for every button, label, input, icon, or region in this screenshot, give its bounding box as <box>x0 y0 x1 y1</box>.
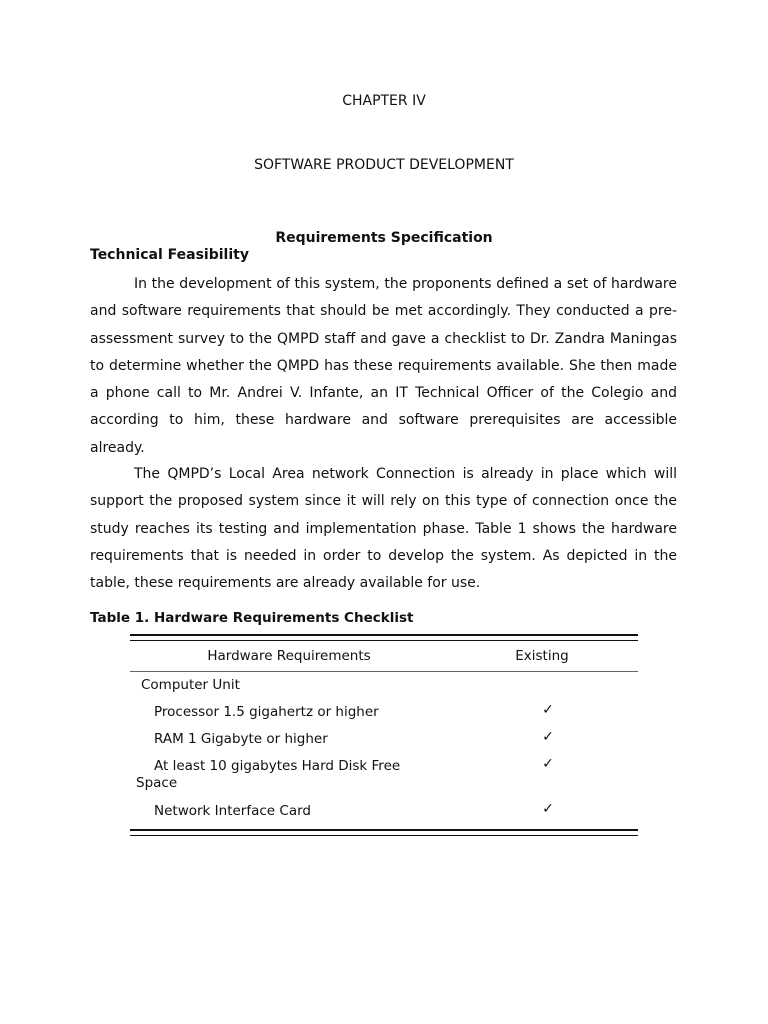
table-header-row <box>130 641 638 671</box>
check-icon: ✓ <box>542 756 554 772</box>
table-row <box>130 699 638 726</box>
requirement-label: Processor 1.5 gigahertz or higher <box>154 704 379 720</box>
column-header: Hardware Requirements <box>207 648 371 664</box>
table-group-row <box>130 672 638 699</box>
group-label: Computer Unit <box>141 677 240 693</box>
check-icon: ✓ <box>542 729 554 745</box>
subsection-title: Technical Feasibility <box>90 247 249 263</box>
requirement-label: At least 10 gigabytes Hard Disk Free Space <box>136 758 401 791</box>
table-row <box>130 753 638 798</box>
section-title: Requirements Specification <box>275 230 493 246</box>
paragraph: The QMPD’s Local Area network Connection is already in place which will support the proposed system since it will rely on this type of connection once the study reaches its testing and implementation phase. Table 1 shows the hardware requirements that is needed in order to develop the system. As depicted in the table, these requirements are already available for use. <box>90 466 677 592</box>
table-body <box>130 672 638 825</box>
chapter-number: CHAPTER IV <box>342 93 426 109</box>
check-icon: ✓ <box>542 801 554 817</box>
check-icon: ✓ <box>542 702 554 718</box>
hardware-requirements-table <box>130 634 638 836</box>
requirement-label: RAM 1 Gigabyte or higher <box>154 731 328 747</box>
chapter-title: SOFTWARE PRODUCT DEVELOPMENT <box>254 157 514 173</box>
paragraph: In the development of this system, the proponents defined a set of hardware and software requirements that should be met accordingly. They conducted a pre-assessment survey to the QMPD staff and gave a checklist to Dr. Zandra Maningas to determine whether the QMPD has these requirements available. She then made a phone call to Mr. Andrei V. Infante, an IT Technical Officer of the Colegio and according to him, these hardware and software prerequisites are accessible already. <box>90 276 677 456</box>
requirement-label: Network Interface Card <box>154 803 311 819</box>
table-caption: Table 1. Hardware Requirements Checklist <box>90 610 414 626</box>
table-row <box>130 798 638 825</box>
table-bottom-rule <box>130 829 638 836</box>
column-header: Existing <box>515 648 569 664</box>
table-row <box>130 726 638 753</box>
table-top-rule <box>130 634 638 641</box>
